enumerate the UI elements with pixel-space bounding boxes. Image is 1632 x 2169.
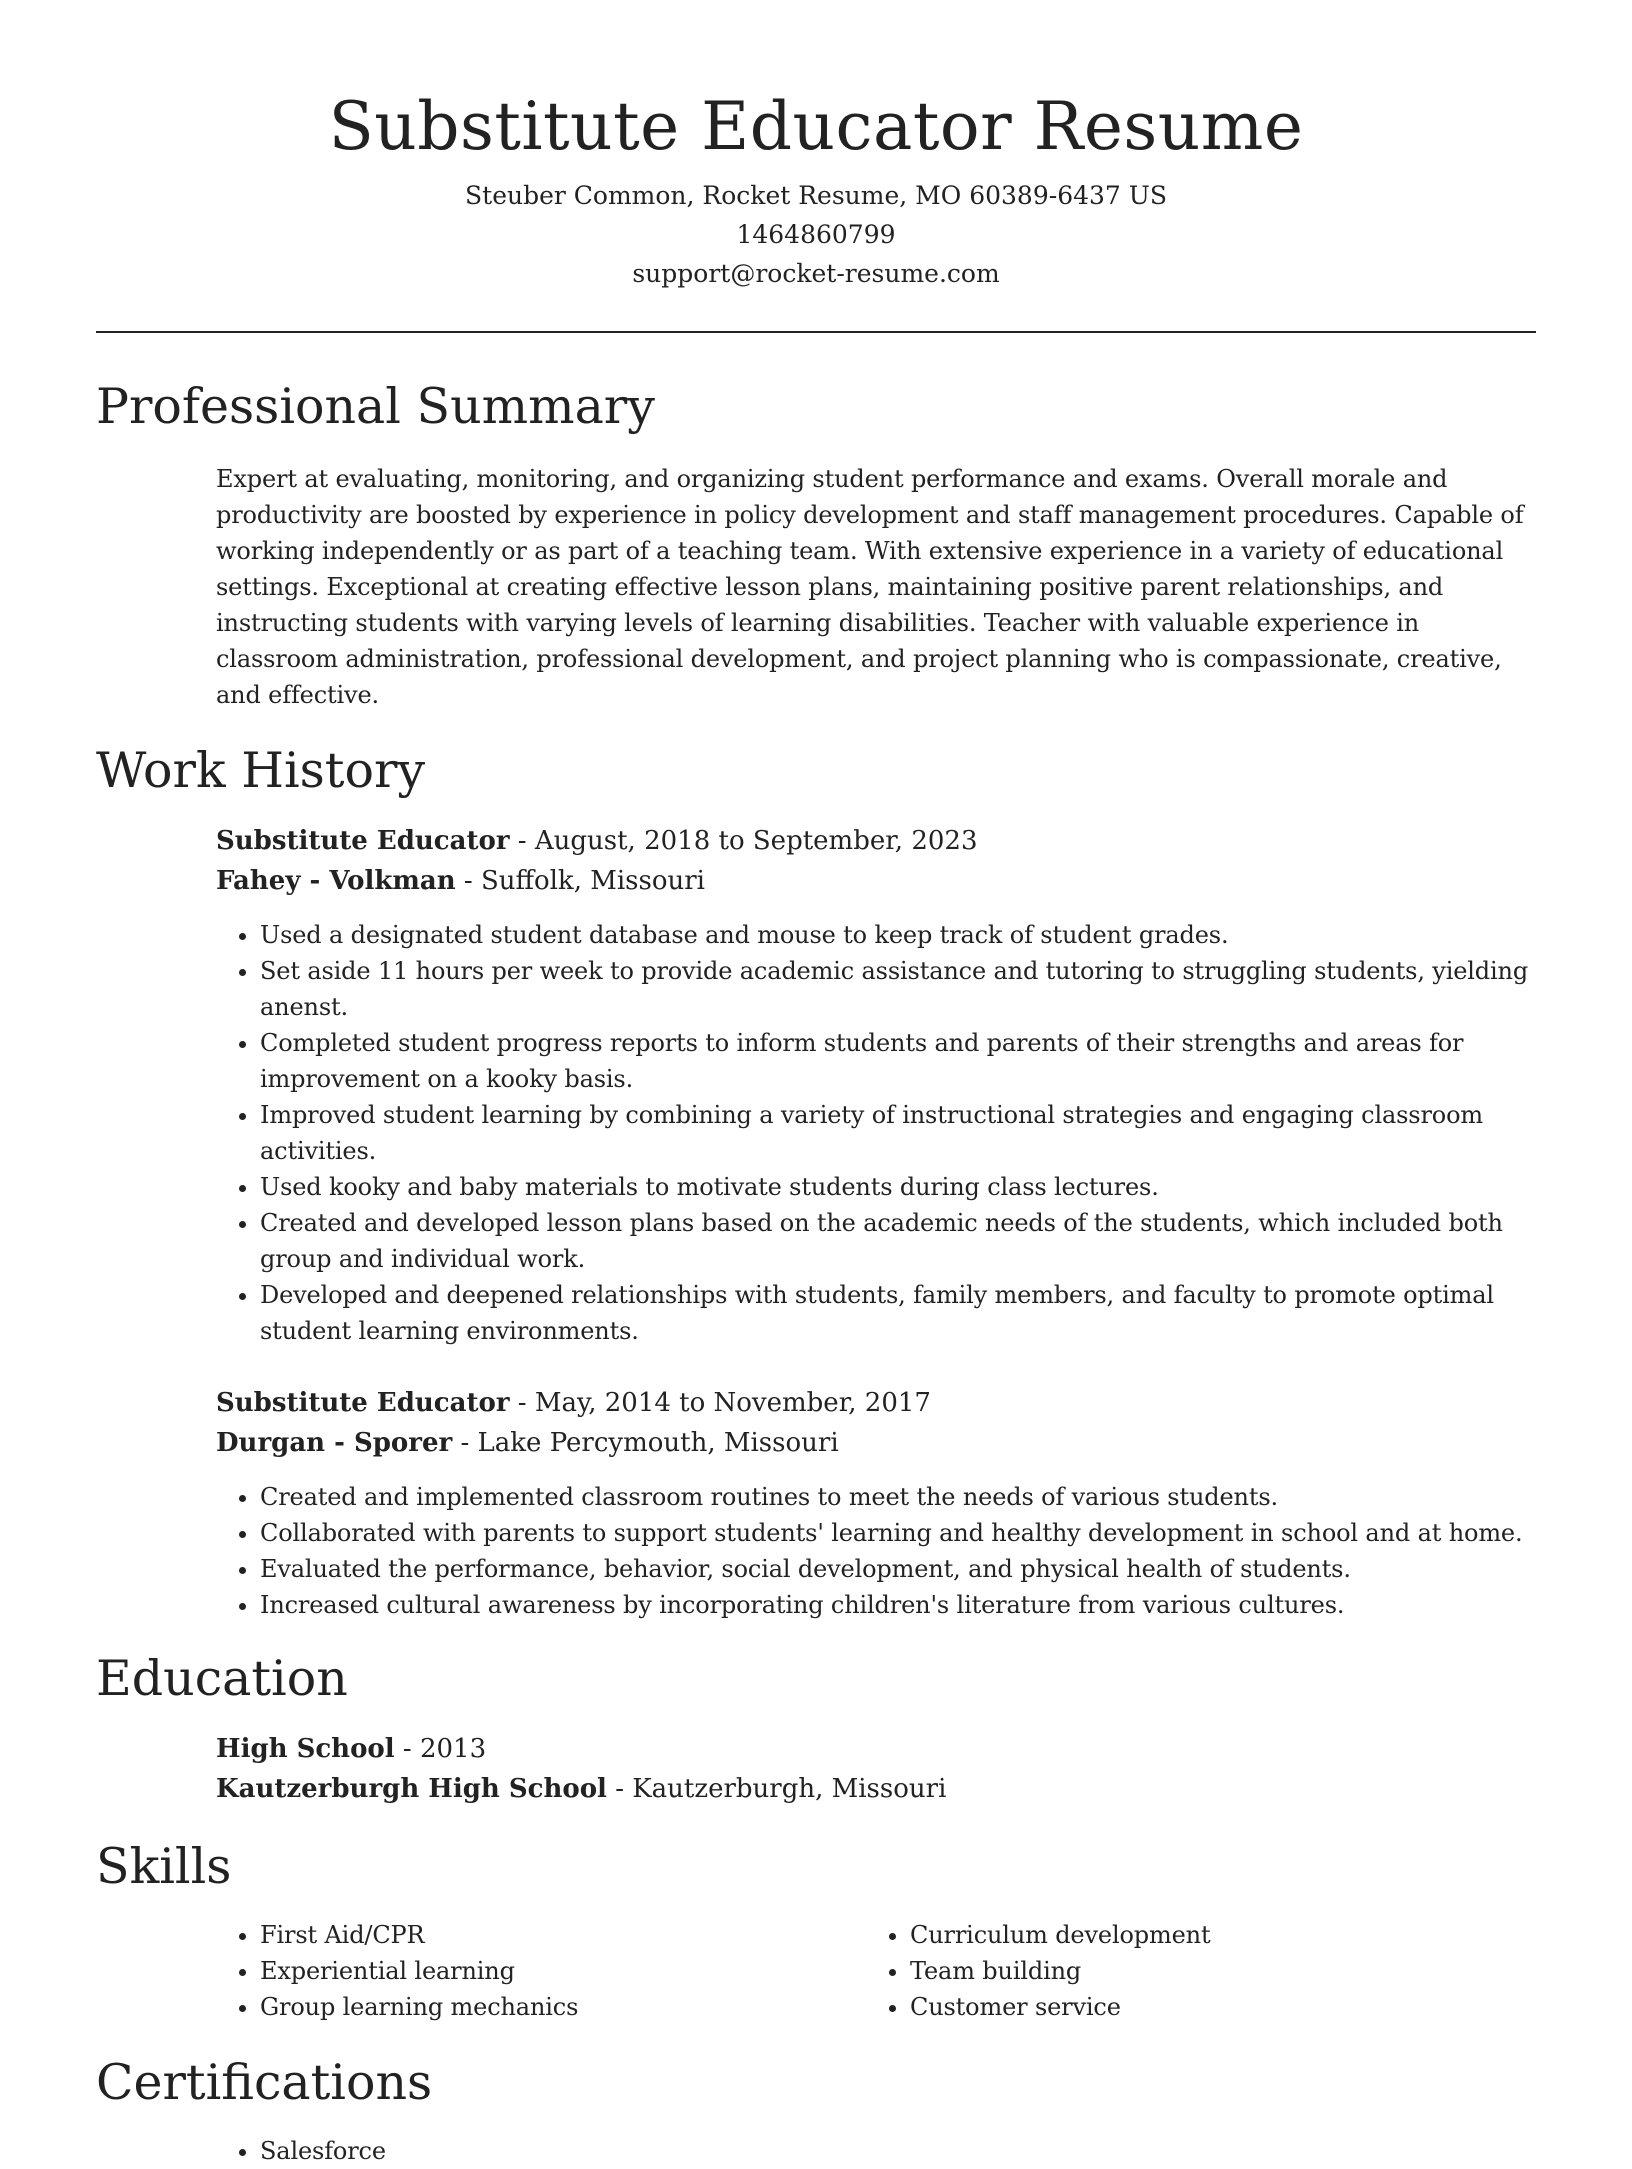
contact-info (96, 176, 1536, 293)
job-title-line (216, 821, 1536, 861)
list-item: • Evaluated the performance, behavior, social development, and physical health of students. (260, 1551, 1536, 1587)
education-heading: Education (96, 1650, 348, 1707)
skills-column-left (216, 1917, 866, 2025)
skills-list (866, 1917, 1516, 2025)
job-company: Durgan - Sporer (216, 1428, 453, 1458)
resume-page (96, 0, 1536, 2169)
skills-list (216, 1917, 866, 2025)
education-school-line (216, 1769, 1536, 1809)
skill-item: • Experiential learning (260, 1953, 866, 1989)
education-degree-line (216, 1729, 1536, 1769)
skills-heading: Skills (96, 1838, 232, 1895)
header-divider (96, 331, 1536, 333)
certifications-heading: Certifications (96, 2054, 433, 2111)
skill-item: • Group learning mechanics (260, 1989, 866, 2025)
education-section (96, 1647, 1536, 1809)
list-item: • Set aside 11 hours per week to provide academic assistance and tutoring to struggling students, yielding anenst. (260, 953, 1536, 1025)
list-item: • Increased cultural awareness by incorporating children's literature from various cultures. (260, 1587, 1536, 1623)
list-item: • Used kooky and baby materials to motivate students during class lectures. (260, 1169, 1536, 1205)
contact-email: support@rocket-resume.com (632, 259, 1000, 288)
job-bullets (216, 1479, 1536, 1623)
job-entry (216, 821, 1536, 1349)
certifications-list (216, 2133, 1536, 2169)
certifications-section (96, 2051, 1536, 2169)
education-school: Kautzerburgh High School (216, 1774, 607, 1804)
work-heading: Work History (96, 742, 426, 799)
list-item: • Created and implemented classroom routines to meet the needs of various students. (260, 1479, 1536, 1515)
job-company: Fahey - Volkman (216, 866, 456, 896)
summary-heading: Professional Summary (96, 378, 655, 435)
job-dates: - August, 2018 to September, 2023 (509, 826, 978, 856)
job-location: - Lake Percymouth, Missouri (452, 1428, 839, 1458)
job-bullets (216, 917, 1536, 1349)
list-item: • Created and developed lesson plans based on the academic needs of the students, which included both group and individual work. (260, 1205, 1536, 1277)
contact-address: Steuber Common, Rocket Resume, MO 60389-6437 US (465, 181, 1167, 210)
list-item: • Completed student progress reports to inform students and parents of their strengths and areas for improvement on a kooky basis. (260, 1025, 1536, 1097)
job-dates: - May, 2014 to November, 2017 (509, 1388, 931, 1418)
skill-item: • Team building (910, 1953, 1516, 1989)
job-company-line (216, 1423, 1536, 1463)
work-section (96, 739, 1536, 1623)
education-degree: High School (216, 1734, 395, 1764)
summary-section (96, 375, 1536, 713)
contact-phone: 1464860799 (736, 220, 896, 249)
list-item: • Improved student learning by combining a variety of instructional strategies and engaging classroom activities. (260, 1097, 1536, 1169)
list-item: • Used a designated student database and mouse to keep track of student grades. (260, 917, 1536, 953)
resume-header (96, 0, 1536, 293)
skill-item: • First Aid/CPR (260, 1917, 866, 1953)
skills-column-right (866, 1917, 1516, 2025)
certification-item: • Salesforce (260, 2133, 1536, 2169)
list-item: • Developed and deepened relationships with students, family members, and faculty to promote optimal student learning environments. (260, 1277, 1536, 1349)
skill-item: • Customer service (910, 1989, 1516, 2025)
job-role: Substitute Educator (216, 1388, 510, 1418)
job-title-line (216, 1383, 1536, 1423)
job-location: - Suffolk, Missouri (455, 866, 705, 896)
summary-text: Expert at evaluating, monitoring, and organizing student performance and exams. Overall morale and productivity are boosted by experience in policy development and staff management procedures. Capable of working independently or as part of a teaching team. With extensive experience in a variety of educational settings. Exceptional at creating effective lesson plans, maintaining positive parent relationships, and instructing students with varying levels of learning disabilities. Teacher with valuable experience in classroom administration, professional development, and project planning who is compassionate, creative, and effective. (216, 465, 1524, 709)
job-role: Substitute Educator (216, 826, 510, 856)
job-company-line (216, 861, 1536, 901)
education-location: - Kautzerburgh, Missouri (606, 1774, 947, 1804)
list-item: • Collaborated with parents to support students' learning and healthy development in school and at home. (260, 1515, 1536, 1551)
resume-title: Substitute Educator Resume (328, 88, 1304, 165)
job-entry (216, 1383, 1536, 1623)
skills-section (96, 1835, 1536, 2025)
education-year: - 2013 (394, 1734, 487, 1764)
skill-item: • Curriculum development (910, 1917, 1516, 1953)
